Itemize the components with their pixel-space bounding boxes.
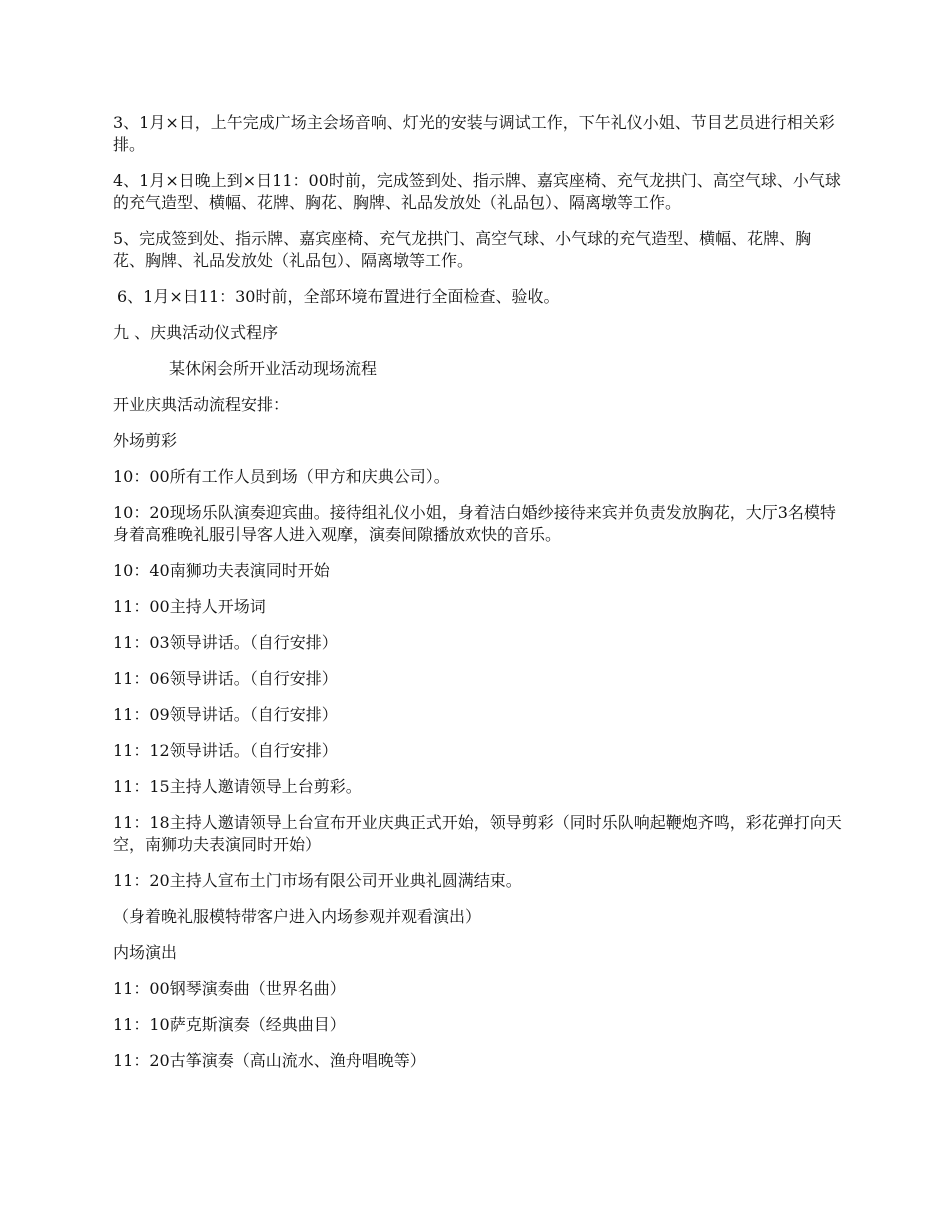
section-heading-ceremony: 九 、庆典活动仪式程序	[113, 323, 279, 342]
schedule-entry: 11：00钢琴演奏曲（世界名曲）	[113, 979, 346, 998]
paragraph-item-5: 5、完成签到处、指示牌、嘉宾座椅、充气龙拱门、高空气球、小气球的充气造型、横幅、花牌、胸花、胸牌、礼品发放处（礼品包）、隔离墩等工作。	[113, 229, 812, 270]
schedule-entry: 11：12领导讲话。（自行安排）	[113, 741, 338, 760]
schedule-entry: 11：09领导讲话。（自行安排）	[113, 705, 338, 724]
schedule-intro: 开业庆典活动流程安排：	[113, 395, 290, 414]
schedule-entry: 11：20古筝演奏（高山流水、渔舟唱晚等）	[113, 1051, 426, 1070]
schedule-entry: 11：03领导讲话。（自行安排）	[113, 633, 338, 652]
schedule-entry: 11：20主持人宣布土门市场有限公司开业典礼圆满结束。	[113, 871, 522, 890]
schedule-note: （身着晚礼服模特带客户进入内场参观并观看演出）	[113, 907, 482, 926]
outdoor-ribbon-heading: 外场剪彩	[113, 431, 178, 450]
paragraph-item-3: 3、1月×日，上午完成广场主会场音响、灯光的安装与调试工作，下午礼仪小姐、节目艺员进行相关彩排。	[113, 113, 835, 154]
subheading-opening-flow: 某休闲会所开业活动现场流程	[169, 359, 378, 378]
paragraph-item-6: 6、1月×日11：30时前，全部环境布置进行全面检查、验收。	[117, 287, 560, 306]
indoor-show-heading: 内场演出	[113, 943, 178, 962]
schedule-entry: 11：06领导讲话。（自行安排）	[113, 669, 338, 688]
schedule-entry: 10：20现场乐队演奏迎宾曲。接待组礼仪小姐，身着洁白婚纱接待来宾并负责发放胸花，大厅3名模特身着高雅晚礼服引导客人进入观摩，演奏间隙播放欢快的音乐。	[113, 503, 836, 544]
schedule-entry: 10：40南狮功夫表演同时开始	[113, 561, 330, 580]
schedule-entry: 11：15主持人邀请领导上台剪彩。	[113, 777, 362, 796]
schedule-entry: 11：18主持人邀请领导上台宣布开业庆典正式开始，领导剪彩（同时乐队响起鞭炮齐鸣，彩花弹打向天空，南狮功夫表演同时开始）	[113, 813, 842, 854]
schedule-entry: 11：00主持人开场词	[113, 597, 266, 616]
paragraph-item-4: 4、1月×日晚上到×日11：00时前，完成签到处、指示牌、嘉宾座椅、充气龙拱门、高空气球、小气球的充气造型、横幅、花牌、胸花、胸牌、礼品发放处（礼品包）、隔离墩等工作。	[113, 171, 841, 212]
schedule-entry: 10：00所有工作人员到场（甲方和庆典公司）。	[113, 467, 450, 486]
schedule-entry: 11：10萨克斯演奏（经典曲目）	[113, 1015, 346, 1034]
document-body	[113, 112, 843, 1086]
